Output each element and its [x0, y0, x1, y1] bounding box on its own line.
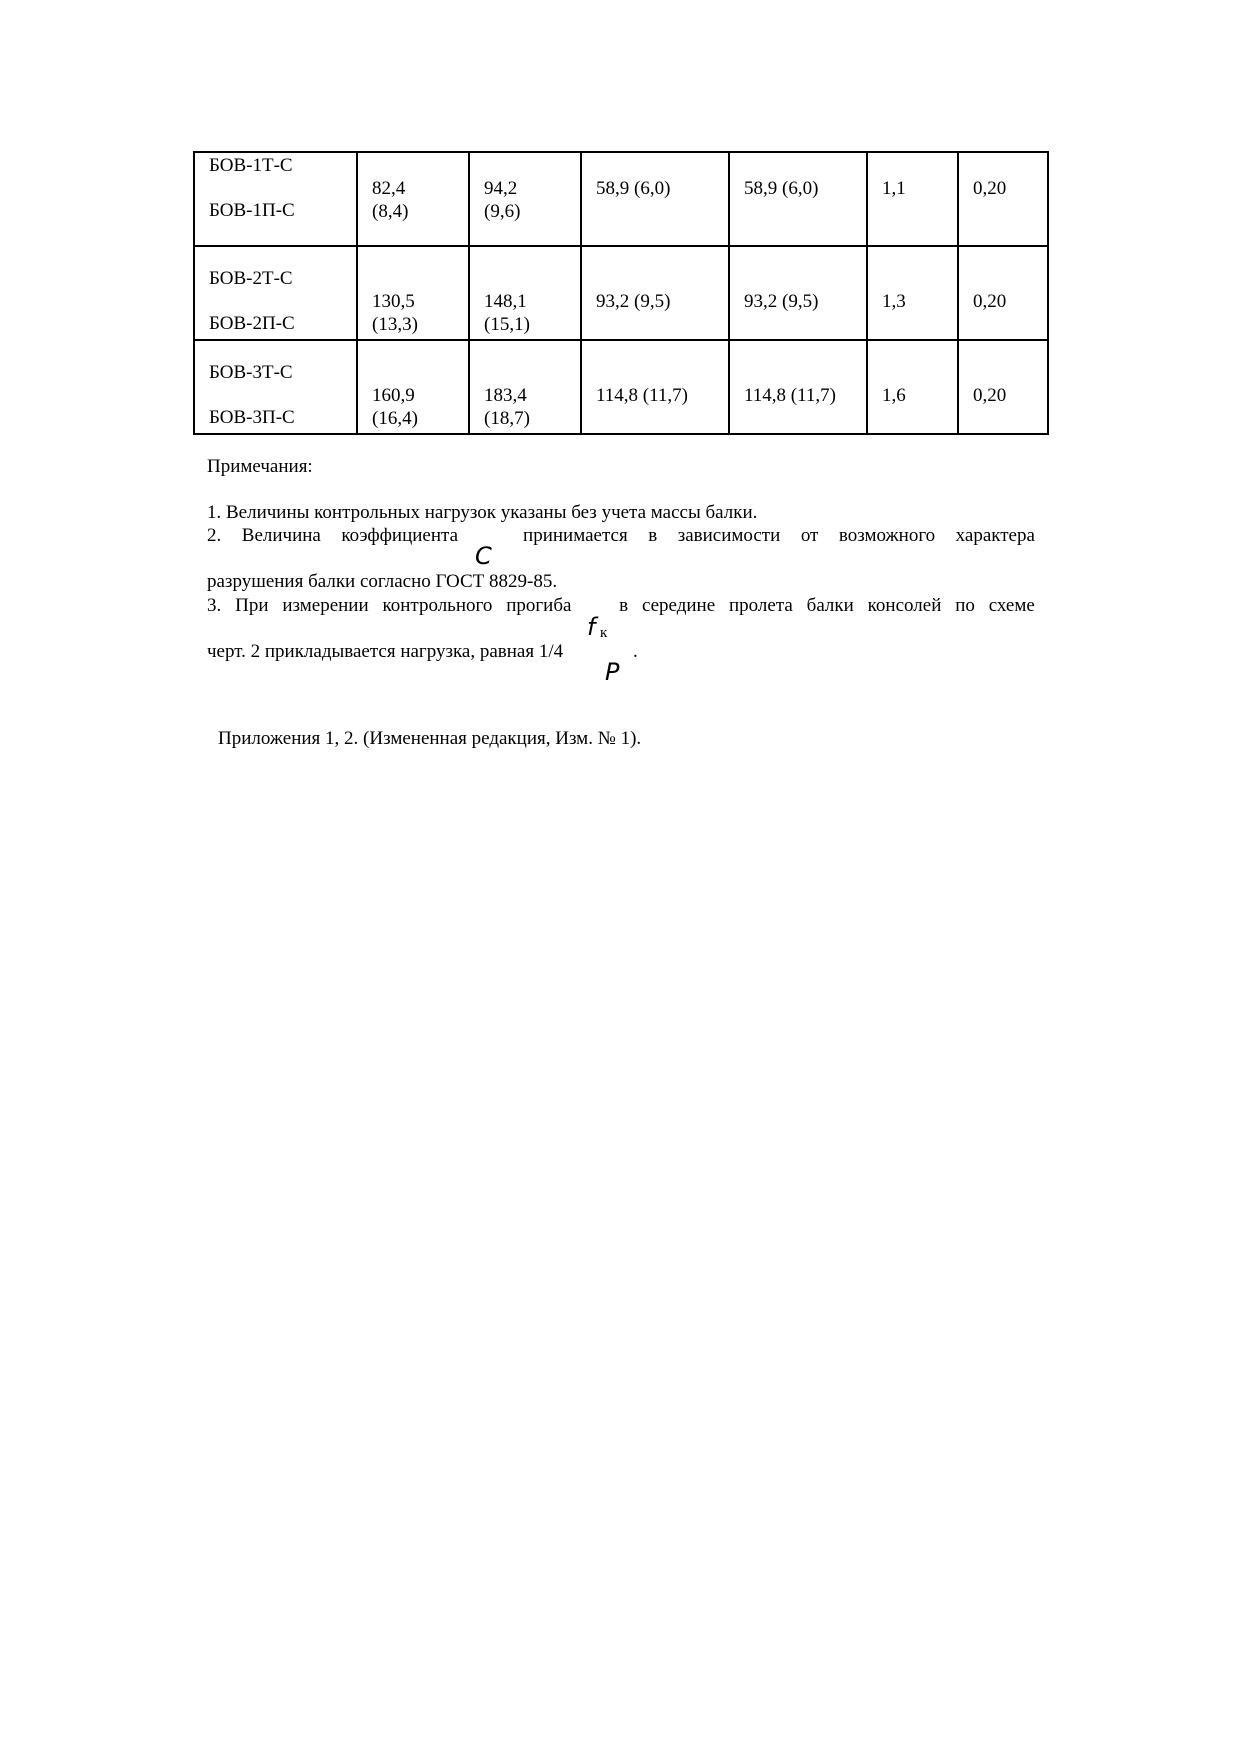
load-value-secondary: (13,3) [372, 314, 418, 335]
load-cell [357, 340, 469, 434]
load-p-symbol: P [605, 658, 620, 686]
notes-title: Примечания: [207, 456, 313, 477]
coefficient-c-symbol: C [475, 542, 492, 570]
load-value-secondary: (9,6) [484, 201, 521, 222]
load-cell [581, 340, 729, 434]
load-value-secondary: (18,7) [484, 408, 530, 429]
deflection-value: 0,20 [973, 178, 1007, 199]
load-value: 114,8 (11,7) [596, 385, 688, 406]
load-value-secondary: (8,4) [372, 201, 409, 222]
load-cell [729, 340, 867, 434]
deflection-cell [958, 246, 1048, 340]
load-cell [357, 246, 469, 340]
deflection-f-symbol: f [587, 613, 596, 641]
deflection-value: 0,20 [973, 385, 1007, 406]
note-3-period: . [633, 641, 638, 662]
deflection-cell [958, 340, 1048, 434]
coefficient-value: 1,3 [882, 291, 906, 312]
coefficient-cell [867, 246, 958, 340]
beam-mark-p: БОВ-1П-С [209, 200, 295, 221]
load-value: 114,8 (11,7) [744, 385, 836, 406]
load-value-secondary: (15,1) [484, 314, 530, 335]
load-value: 94,2 [484, 178, 518, 199]
coefficient-cell [867, 340, 958, 434]
load-cell [469, 246, 581, 340]
load-value: 93,2 (9,5) [596, 291, 671, 312]
coefficient-cell [867, 152, 958, 246]
load-value-secondary: (16,4) [372, 408, 418, 429]
load-value: 58,9 (6,0) [596, 178, 671, 199]
load-value: 160,9 [372, 385, 415, 406]
note-2-line-1: 2. Величина коэффициента принимается в зависимости от возможного характера [207, 525, 1035, 546]
deflection-value: 0,20 [973, 291, 1007, 312]
note-3-line-1: 3. При измерении контрольного прогиба в середине пролета балки консолей по схеме [207, 595, 1035, 616]
beam-mark-p: БОВ-2П-С [209, 313, 295, 334]
beam-mark-t: БОВ-2Т-С [209, 268, 293, 289]
table-row [194, 152, 1048, 246]
beam-mark-t: БОВ-3Т-С [209, 362, 293, 383]
load-value: 183,4 [484, 385, 527, 406]
beam-mark-cell [194, 246, 357, 340]
note-3-line-2: черт. 2 прикладывается нагрузка, равная 1/4 [207, 641, 564, 662]
table-row [194, 246, 1048, 340]
coefficient-value: 1,6 [882, 385, 906, 406]
load-cell [581, 246, 729, 340]
load-value: 82,4 [372, 178, 406, 199]
load-value: 130,5 [372, 291, 415, 312]
deflection-k-subscript: к [600, 625, 608, 641]
coefficient-value: 1,1 [882, 178, 906, 199]
beam-load-table [193, 151, 1049, 435]
beam-mark-cell [194, 340, 357, 434]
deflection-cell [958, 152, 1048, 246]
beam-mark-p: БОВ-3П-С [209, 407, 295, 428]
load-cell [469, 340, 581, 434]
load-cell [357, 152, 469, 246]
table-row [194, 340, 1048, 434]
load-cell [581, 152, 729, 246]
note-2-line-2: разрушения балки согласно ГОСТ 8829-85. [207, 571, 558, 592]
load-cell [729, 246, 867, 340]
load-cell [729, 152, 867, 246]
beam-mark-t: БОВ-1Т-С [209, 155, 293, 176]
load-value: 93,2 (9,5) [744, 291, 819, 312]
load-value: 58,9 (6,0) [744, 178, 819, 199]
appendix-reference: Приложения 1, 2. (Измененная редакция, Изм. № 1). [218, 728, 642, 749]
beam-mark-cell [194, 152, 357, 246]
load-cell [469, 152, 581, 246]
load-value: 148,1 [484, 291, 527, 312]
note-1: 1. Величины контрольных нагрузок указаны без учета массы балки. [207, 502, 758, 523]
